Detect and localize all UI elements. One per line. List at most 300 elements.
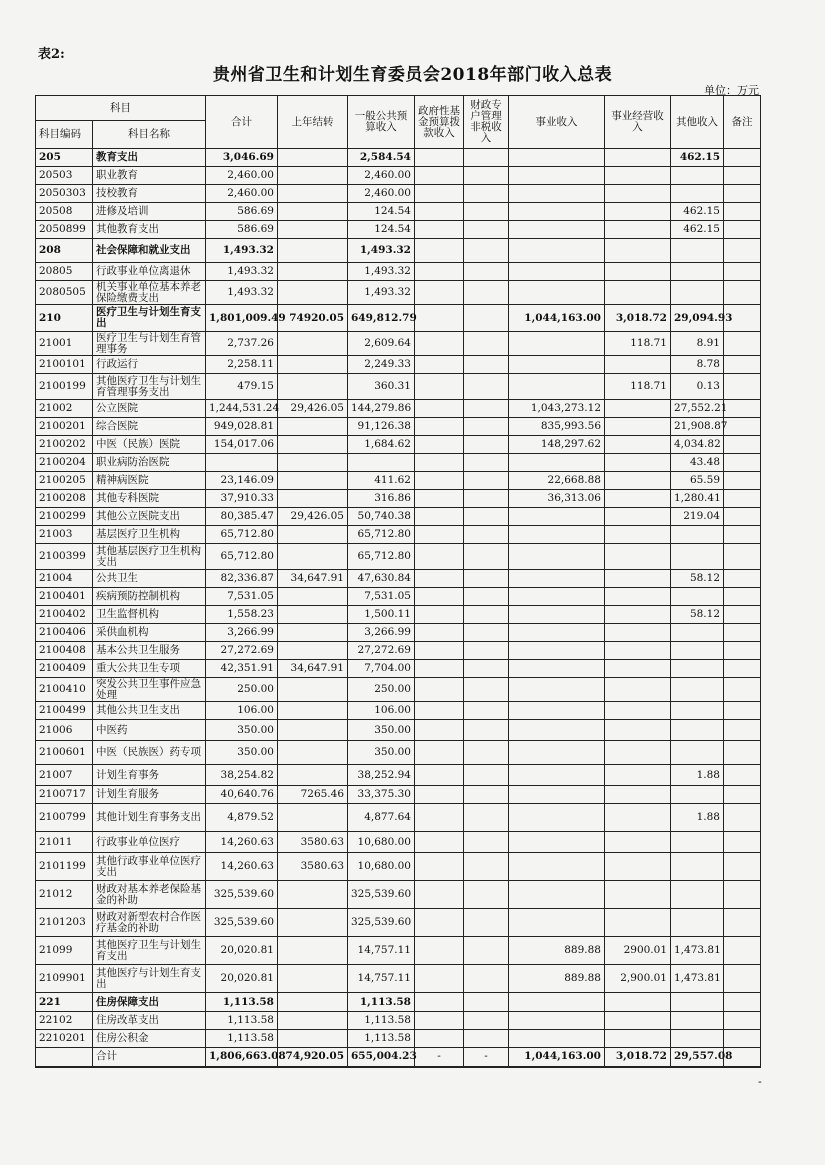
table-row <box>36 472 761 490</box>
table-row <box>36 508 761 526</box>
row-special-account <box>464 167 509 185</box>
row-business: 36,313.06 <box>509 490 605 508</box>
row-other <box>671 526 724 544</box>
row-other <box>671 678 724 702</box>
row-general-budget: 2,584.54 <box>348 149 415 167</box>
row-operating <box>605 909 671 937</box>
row-other: 43.48 <box>671 454 724 472</box>
row-gov-fund <box>415 720 464 741</box>
row-code: 2100204 <box>36 454 93 472</box>
table-row <box>36 239 761 263</box>
row-code: 2050899 <box>36 221 93 239</box>
table-label: 表2: <box>38 47 65 62</box>
row-total: 65,712.80 <box>206 526 278 544</box>
row-gov-fund <box>415 965 464 993</box>
row-code: 2050303 <box>36 185 93 203</box>
row-general-budget: 350.00 <box>348 720 415 741</box>
row-other <box>671 185 724 203</box>
row-operating <box>605 1012 671 1030</box>
row-remark <box>724 606 761 624</box>
header-operating: 事业经营收入 <box>605 96 671 149</box>
row-carryover <box>278 804 348 832</box>
row-name: 其他专科医院 <box>93 490 206 508</box>
row-remark <box>724 741 761 765</box>
row-remark <box>724 881 761 909</box>
header-carryover: 上年结转 <box>278 96 348 149</box>
row-special-account <box>464 853 509 881</box>
row-general-budget: 1,113.58 <box>348 993 415 1012</box>
row-operating <box>605 221 671 239</box>
row-special-account <box>464 356 509 374</box>
row-special-account <box>464 1030 509 1048</box>
row-other <box>671 909 724 937</box>
row-name: 职业教育 <box>93 167 206 185</box>
row-gov-fund <box>415 149 464 167</box>
row-general-budget: 649,812.79 <box>348 305 415 332</box>
row-business <box>509 374 605 400</box>
row-general-budget: 325,539.60 <box>348 881 415 909</box>
row-general-budget: 65,712.80 <box>348 544 415 570</box>
row-general-budget: 1,113.58 <box>348 1012 415 1030</box>
table-row <box>36 588 761 606</box>
table-row <box>36 418 761 436</box>
row-general-budget: 10,680.00 <box>348 853 415 881</box>
table-row <box>36 678 761 702</box>
header-name: 科目名称 <box>93 121 206 149</box>
table-row <box>36 570 761 588</box>
row-special-account <box>464 418 509 436</box>
header-gov-fund: 政府性基金预算拨款收入 <box>415 96 464 149</box>
row-special-account <box>464 305 509 332</box>
row-carryover <box>278 765 348 786</box>
income-summary-table <box>35 95 761 1068</box>
table-row <box>36 965 761 993</box>
row-general-budget: 27,272.69 <box>348 642 415 660</box>
row-total: 14,260.63 <box>206 832 278 853</box>
row-carryover <box>278 544 348 570</box>
row-name: 住房改革支出 <box>93 1012 206 1030</box>
row-general-budget: 250.00 <box>348 678 415 702</box>
row-name: 其他计划生育事务支出 <box>93 804 206 832</box>
table-row <box>36 937 761 965</box>
table-row <box>36 786 761 804</box>
row-other: 58.12 <box>671 606 724 624</box>
row-special-account <box>464 508 509 526</box>
row-gov-fund <box>415 185 464 203</box>
row-gov-fund <box>415 526 464 544</box>
row-gov-fund <box>415 678 464 702</box>
row-remark <box>724 544 761 570</box>
row-name: 住房保障支出 <box>93 993 206 1012</box>
row-carryover <box>278 281 348 305</box>
row-gov-fund <box>415 702 464 720</box>
table-row <box>36 853 761 881</box>
row-total: 2,737.26 <box>206 332 278 356</box>
row-other: 219.04 <box>671 508 724 526</box>
row-total: 586.69 <box>206 221 278 239</box>
row-total: 1,244,531.24 <box>206 400 278 418</box>
row-code: 2100208 <box>36 490 93 508</box>
row-carryover <box>278 167 348 185</box>
row-business <box>509 909 605 937</box>
table-row <box>36 332 761 356</box>
row-total: 1,493.32 <box>206 239 278 263</box>
row-special-account <box>464 702 509 720</box>
row-general-budget: 1,113.58 <box>348 1030 415 1048</box>
row-remark <box>724 678 761 702</box>
row-special-account <box>464 472 509 490</box>
row-code: 2100205 <box>36 472 93 490</box>
row-carryover <box>278 1030 348 1048</box>
row-operating <box>605 804 671 832</box>
row-other: 1,473.81 <box>671 937 724 965</box>
row-total: 40,640.76 <box>206 786 278 804</box>
table-row <box>36 624 761 642</box>
row-gov-fund <box>415 853 464 881</box>
row-remark <box>724 436 761 454</box>
totals-general: 655,004.23 <box>348 1048 415 1067</box>
row-business: 889.88 <box>509 937 605 965</box>
row-other: 8.78 <box>671 356 724 374</box>
row-name: 中医（民族）医院 <box>93 436 206 454</box>
row-carryover: 3580.63 <box>278 853 348 881</box>
row-operating <box>605 203 671 221</box>
row-gov-fund <box>415 472 464 490</box>
table-row <box>36 263 761 281</box>
row-name: 中医药 <box>93 720 206 741</box>
row-carryover <box>278 185 348 203</box>
row-name: 重大公共卫生专项 <box>93 660 206 678</box>
row-general-budget: 38,252.94 <box>348 765 415 786</box>
row-carryover: 34,647.91 <box>278 570 348 588</box>
row-other <box>671 239 724 263</box>
row-code: 22102 <box>36 1012 93 1030</box>
row-code: 2100202 <box>36 436 93 454</box>
row-remark <box>724 454 761 472</box>
row-operating <box>605 544 671 570</box>
row-business <box>509 281 605 305</box>
row-gov-fund <box>415 374 464 400</box>
row-business <box>509 606 605 624</box>
row-other: 462.15 <box>671 149 724 167</box>
row-business <box>509 454 605 472</box>
row-operating <box>605 624 671 642</box>
row-special-account <box>464 588 509 606</box>
row-other <box>671 720 724 741</box>
row-carryover <box>278 993 348 1012</box>
header-general-budget: 一般公共预算收入 <box>348 96 415 149</box>
row-gov-fund <box>415 642 464 660</box>
row-code: 21011 <box>36 832 93 853</box>
header-code: 科目编码 <box>36 121 93 149</box>
row-code: 2100199 <box>36 374 93 400</box>
row-total: 2,460.00 <box>206 167 278 185</box>
row-total: 37,910.33 <box>206 490 278 508</box>
row-remark <box>724 526 761 544</box>
row-gov-fund <box>415 804 464 832</box>
row-special-account <box>464 203 509 221</box>
table-row <box>36 203 761 221</box>
row-operating <box>605 642 671 660</box>
row-gov-fund <box>415 203 464 221</box>
table-row <box>36 606 761 624</box>
row-gov-fund <box>415 221 464 239</box>
row-gov-fund <box>415 832 464 853</box>
row-operating <box>605 239 671 263</box>
row-special-account <box>464 454 509 472</box>
table-row <box>36 400 761 418</box>
row-remark <box>724 702 761 720</box>
row-code: 2100402 <box>36 606 93 624</box>
row-other <box>671 832 724 853</box>
row-special-account <box>464 526 509 544</box>
row-other: 58.12 <box>671 570 724 588</box>
row-total: 325,539.60 <box>206 881 278 909</box>
row-special-account <box>464 221 509 239</box>
row-total: 1,493.32 <box>206 281 278 305</box>
row-general-budget: 1,493.32 <box>348 281 415 305</box>
row-name: 计划生育事务 <box>93 765 206 786</box>
row-operating <box>605 281 671 305</box>
row-name: 其他医疗卫生与计划生育支出 <box>93 937 206 965</box>
row-total: 1,113.58 <box>206 1012 278 1030</box>
row-operating <box>605 741 671 765</box>
row-operating <box>605 660 671 678</box>
row-carryover: 29,426.05 <box>278 400 348 418</box>
row-name: 综合医院 <box>93 418 206 436</box>
row-general-budget: 360.31 <box>348 374 415 400</box>
row-remark <box>724 937 761 965</box>
row-general-budget: 7,704.00 <box>348 660 415 678</box>
row-remark <box>724 965 761 993</box>
row-general-budget: 144,279.86 <box>348 400 415 418</box>
row-code: 2100401 <box>36 588 93 606</box>
row-general-budget <box>348 454 415 472</box>
row-other <box>671 588 724 606</box>
row-other <box>671 660 724 678</box>
row-remark <box>724 624 761 642</box>
row-total: 479.15 <box>206 374 278 400</box>
row-gov-fund <box>415 508 464 526</box>
row-name: 教育支出 <box>93 149 206 167</box>
row-gov-fund <box>415 239 464 263</box>
row-name: 行政运行 <box>93 356 206 374</box>
row-carryover: 3580.63 <box>278 832 348 853</box>
row-carryover <box>278 526 348 544</box>
row-code: 2101203 <box>36 909 93 937</box>
row-total: 80,385.47 <box>206 508 278 526</box>
row-name: 其他医疗卫生与计划生育管理事务支出 <box>93 374 206 400</box>
row-special-account <box>464 263 509 281</box>
row-remark <box>724 472 761 490</box>
row-special-account <box>464 642 509 660</box>
totals-operating: 3,018.72 <box>605 1048 671 1067</box>
row-carryover <box>278 436 348 454</box>
row-other: 4,034.82 <box>671 436 724 454</box>
row-special-account <box>464 185 509 203</box>
row-total: 350.00 <box>206 720 278 741</box>
row-remark <box>724 765 761 786</box>
row-business <box>509 185 605 203</box>
row-business: 148,297.62 <box>509 436 605 454</box>
row-other <box>671 881 724 909</box>
row-remark <box>724 332 761 356</box>
row-carryover <box>278 642 348 660</box>
row-operating <box>605 400 671 418</box>
row-total: 106.00 <box>206 702 278 720</box>
row-operating <box>605 418 671 436</box>
row-business <box>509 1012 605 1030</box>
row-operating <box>605 606 671 624</box>
row-total: 586.69 <box>206 203 278 221</box>
row-other <box>671 281 724 305</box>
table-row <box>36 1012 761 1030</box>
row-total: 4,879.52 <box>206 804 278 832</box>
row-remark <box>724 239 761 263</box>
row-code: 2100409 <box>36 660 93 678</box>
row-business: 1,044,163.00 <box>509 305 605 332</box>
table-row <box>36 544 761 570</box>
row-carryover <box>278 418 348 436</box>
header-subject: 科目 <box>36 96 206 121</box>
row-other <box>671 993 724 1012</box>
row-operating: 118.71 <box>605 374 671 400</box>
row-total: 27,272.69 <box>206 642 278 660</box>
row-code: 2210201 <box>36 1030 93 1048</box>
row-gov-fund <box>415 881 464 909</box>
row-carryover <box>278 332 348 356</box>
row-carryover <box>278 741 348 765</box>
table-row <box>36 702 761 720</box>
row-general-budget: 1,500.11 <box>348 606 415 624</box>
row-special-account <box>464 937 509 965</box>
row-other: 21,908.87 <box>671 418 724 436</box>
row-gov-fund <box>415 356 464 374</box>
row-carryover <box>278 965 348 993</box>
row-remark <box>724 909 761 937</box>
totals-row <box>36 1048 761 1067</box>
row-operating <box>605 185 671 203</box>
row-business <box>509 853 605 881</box>
row-general-budget: 1,684.62 <box>348 436 415 454</box>
table-row <box>36 454 761 472</box>
footer-mark: - <box>758 1075 762 1088</box>
table-row <box>36 374 761 400</box>
row-general-budget: 2,249.33 <box>348 356 415 374</box>
header-remark: 备注 <box>724 96 761 149</box>
table-row <box>36 185 761 203</box>
row-carryover: 34,647.91 <box>278 660 348 678</box>
row-special-account <box>464 965 509 993</box>
row-total: 65,712.80 <box>206 544 278 570</box>
row-operating <box>605 490 671 508</box>
row-operating <box>605 570 671 588</box>
row-carryover <box>278 263 348 281</box>
row-carryover <box>278 472 348 490</box>
row-remark <box>724 185 761 203</box>
row-operating <box>605 149 671 167</box>
row-total: 1,558.23 <box>206 606 278 624</box>
row-other <box>671 167 724 185</box>
row-special-account <box>464 765 509 786</box>
row-other: 462.15 <box>671 221 724 239</box>
row-remark <box>724 221 761 239</box>
row-gov-fund <box>415 909 464 937</box>
row-operating: 2,900.01 <box>605 965 671 993</box>
row-gov-fund <box>415 937 464 965</box>
row-carryover: 74920.05 <box>278 305 348 332</box>
row-name: 精神病医院 <box>93 472 206 490</box>
row-remark <box>724 400 761 418</box>
row-business <box>509 678 605 702</box>
row-gov-fund <box>415 570 464 588</box>
row-total: 325,539.60 <box>206 909 278 937</box>
row-gov-fund <box>415 436 464 454</box>
row-carryover <box>278 881 348 909</box>
row-total <box>206 454 278 472</box>
totals-carryover: 74,920.05 <box>278 1048 348 1067</box>
row-general-budget: 10,680.00 <box>348 832 415 853</box>
row-name: 行政事业单位医疗 <box>93 832 206 853</box>
row-general-budget: 124.54 <box>348 221 415 239</box>
row-business <box>509 881 605 909</box>
row-remark <box>724 356 761 374</box>
row-carryover: 29,426.05 <box>278 508 348 526</box>
row-other: 1.88 <box>671 765 724 786</box>
row-gov-fund <box>415 588 464 606</box>
table-row <box>36 1030 761 1048</box>
row-business <box>509 167 605 185</box>
row-code: 2100410 <box>36 678 93 702</box>
row-general-budget: 350.00 <box>348 741 415 765</box>
row-gov-fund <box>415 490 464 508</box>
row-other <box>671 624 724 642</box>
row-name: 采供血机构 <box>93 624 206 642</box>
row-general-budget: 316.86 <box>348 490 415 508</box>
row-other: 1,280.41 <box>671 490 724 508</box>
row-business <box>509 1030 605 1048</box>
row-name: 医疗卫生与计划生育管理事务 <box>93 332 206 356</box>
row-general-budget: 3,266.99 <box>348 624 415 642</box>
row-code: 20503 <box>36 167 93 185</box>
row-special-account <box>464 149 509 167</box>
row-general-budget: 7,531.05 <box>348 588 415 606</box>
row-code: 2100399 <box>36 544 93 570</box>
row-name: 财政对新型农村合作医疗基金的补助 <box>93 909 206 937</box>
row-code: 221 <box>36 993 93 1012</box>
table-body <box>36 149 761 1048</box>
table-row <box>36 642 761 660</box>
row-general-budget: 124.54 <box>348 203 415 221</box>
row-business: 889.88 <box>509 965 605 993</box>
row-gov-fund <box>415 606 464 624</box>
row-general-budget: 91,126.38 <box>348 418 415 436</box>
row-carryover <box>278 909 348 937</box>
row-code: 2100201 <box>36 418 93 436</box>
totals-label: 合计 <box>93 1048 206 1067</box>
table-row <box>36 221 761 239</box>
row-name: 进修及培训 <box>93 203 206 221</box>
row-total: 154,017.06 <box>206 436 278 454</box>
row-gov-fund <box>415 1030 464 1048</box>
row-gov-fund <box>415 400 464 418</box>
totals-other: 29,557.08 <box>671 1048 724 1067</box>
row-gov-fund <box>415 418 464 436</box>
row-general-budget: 47,630.84 <box>348 570 415 588</box>
row-special-account <box>464 881 509 909</box>
row-carryover <box>278 588 348 606</box>
totals-special: - <box>464 1048 509 1067</box>
